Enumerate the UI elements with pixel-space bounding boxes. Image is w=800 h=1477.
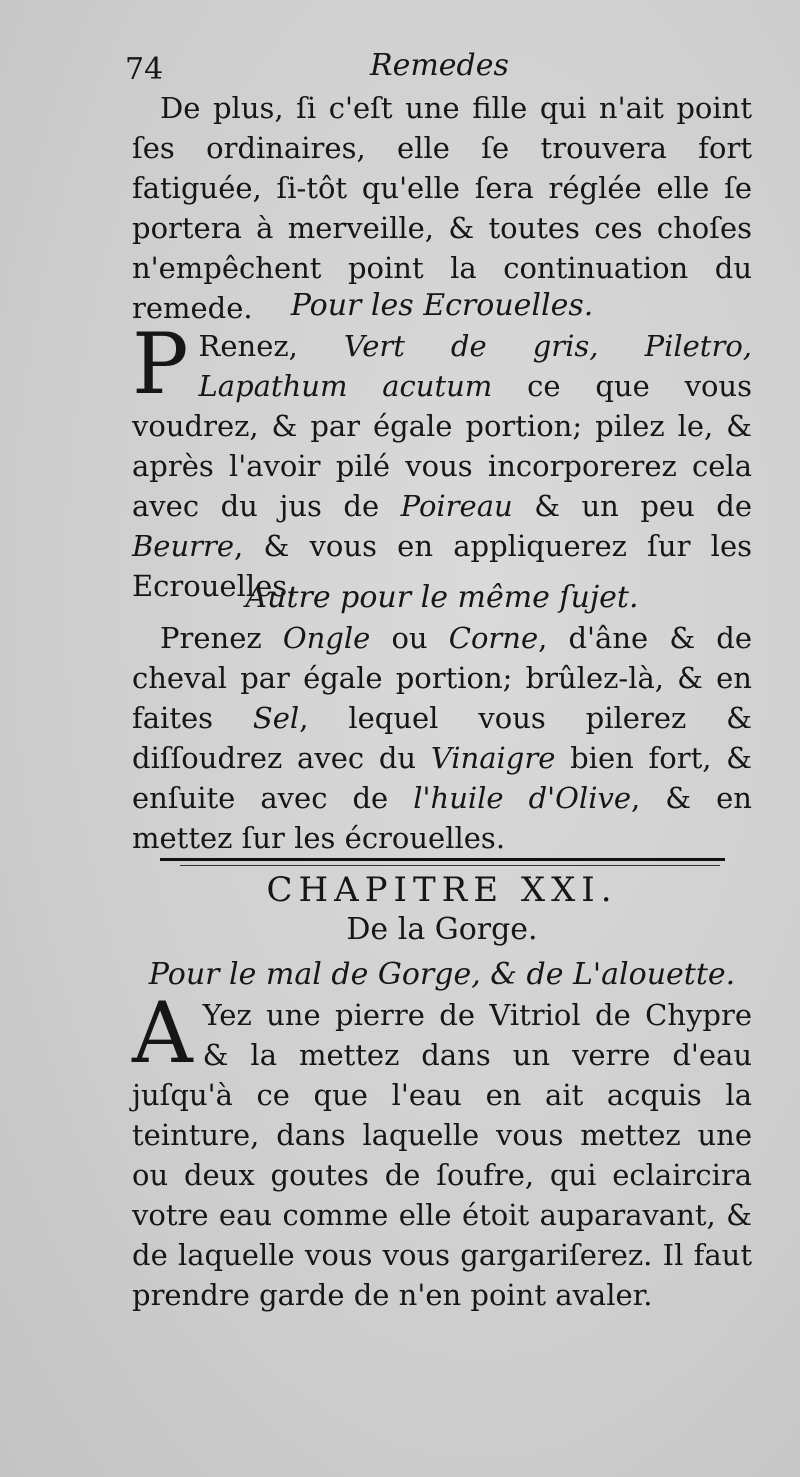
section-ecrouelles	[132, 286, 752, 606]
gorge-remedy	[132, 984, 752, 1315]
intro-paragraph: De plus, ſi c'eſt une fille qui n'ait point ſes ordinaires, elle ſe trouvera fort fatiguée, ſi-tôt qu'elle ſera réglée elle ſe portera à merveille, & toutes ces choſes n'empêchent point la continuation du remede.	[132, 91, 752, 325]
ingredient-ongle: Ongle	[282, 621, 371, 655]
chapter-rule	[160, 858, 725, 861]
ingredient-sel: Sel	[252, 701, 300, 735]
text-segment: , & en mettez ſur les écrouelles.	[132, 781, 752, 855]
ingredient-huile-olive: l'huile d'Olive	[413, 781, 632, 815]
heading-gorge: Pour le mal de Gorge, & de L'alouette.	[148, 957, 736, 992]
text-segment: & un peu de	[512, 489, 752, 523]
ingredient-poireau: Poireau	[400, 489, 513, 523]
text-segment: bien fort, & enſuite avec de	[132, 741, 752, 815]
text-segment: Prenez	[160, 621, 283, 655]
ingredient-vinaigre: Vinaigre	[430, 741, 556, 775]
running-head: Remedes	[370, 48, 509, 83]
text-segment: Renez,	[198, 329, 344, 363]
heading-autre: Autre pour le même ſujet.	[245, 580, 639, 615]
text-segment: ou	[370, 621, 449, 655]
text-segment: , & vous en appliquerez ſur les Ecrouelles.	[132, 529, 752, 603]
drop-cap-a: A	[132, 984, 193, 1082]
text-segment: ce que vous voudrez, & par égale portion; pilez le, & après l'avoir pilé vous incorporerez cela avec du jus de	[132, 369, 752, 523]
section-autre	[132, 578, 752, 858]
section-gorge	[132, 955, 752, 1315]
heading-ecrouelles: Pour les Ecrouelles.	[290, 288, 594, 323]
ingredient-beurre: Beurre	[132, 529, 235, 563]
ecrouelles-paragraph	[132, 315, 752, 606]
drop-cap-p: P	[132, 315, 189, 413]
text-segment: , d'âne & de cheval par égale portion; brûlez-là, & en faites	[132, 621, 753, 735]
ecrouelles-remedy	[132, 315, 752, 606]
page-header	[125, 48, 745, 88]
text-segment: , lequel vous pilerez & diſſoudrez avec du	[132, 701, 752, 775]
chapter-rule-thin	[180, 865, 720, 866]
gorge-paragraph: Yez une pierre de Vitriol de Chypre & la mettez dans un verre d'eau juſqu'à ce que l'eau en ait acquis la teinture, dans laquelle vous mettez une ou deux goutes de ſoufre, qui eclaircira votre eau comme elle étoit auparavant, & de laquelle vous vous gargariſerez. Il faut prendre garde de n'en point avaler.	[132, 998, 752, 1312]
chapter-title: CHAPITRE XXI.	[266, 870, 618, 910]
autre-paragraph	[132, 618, 752, 858]
ingredient-list: Vert de gris, Piletro, Lapathum acutum	[198, 329, 752, 403]
page-number: 74	[125, 52, 164, 87]
chapter-subtitle: De la Gorge.	[346, 912, 538, 947]
ingredient-corne: Corne	[448, 621, 539, 655]
